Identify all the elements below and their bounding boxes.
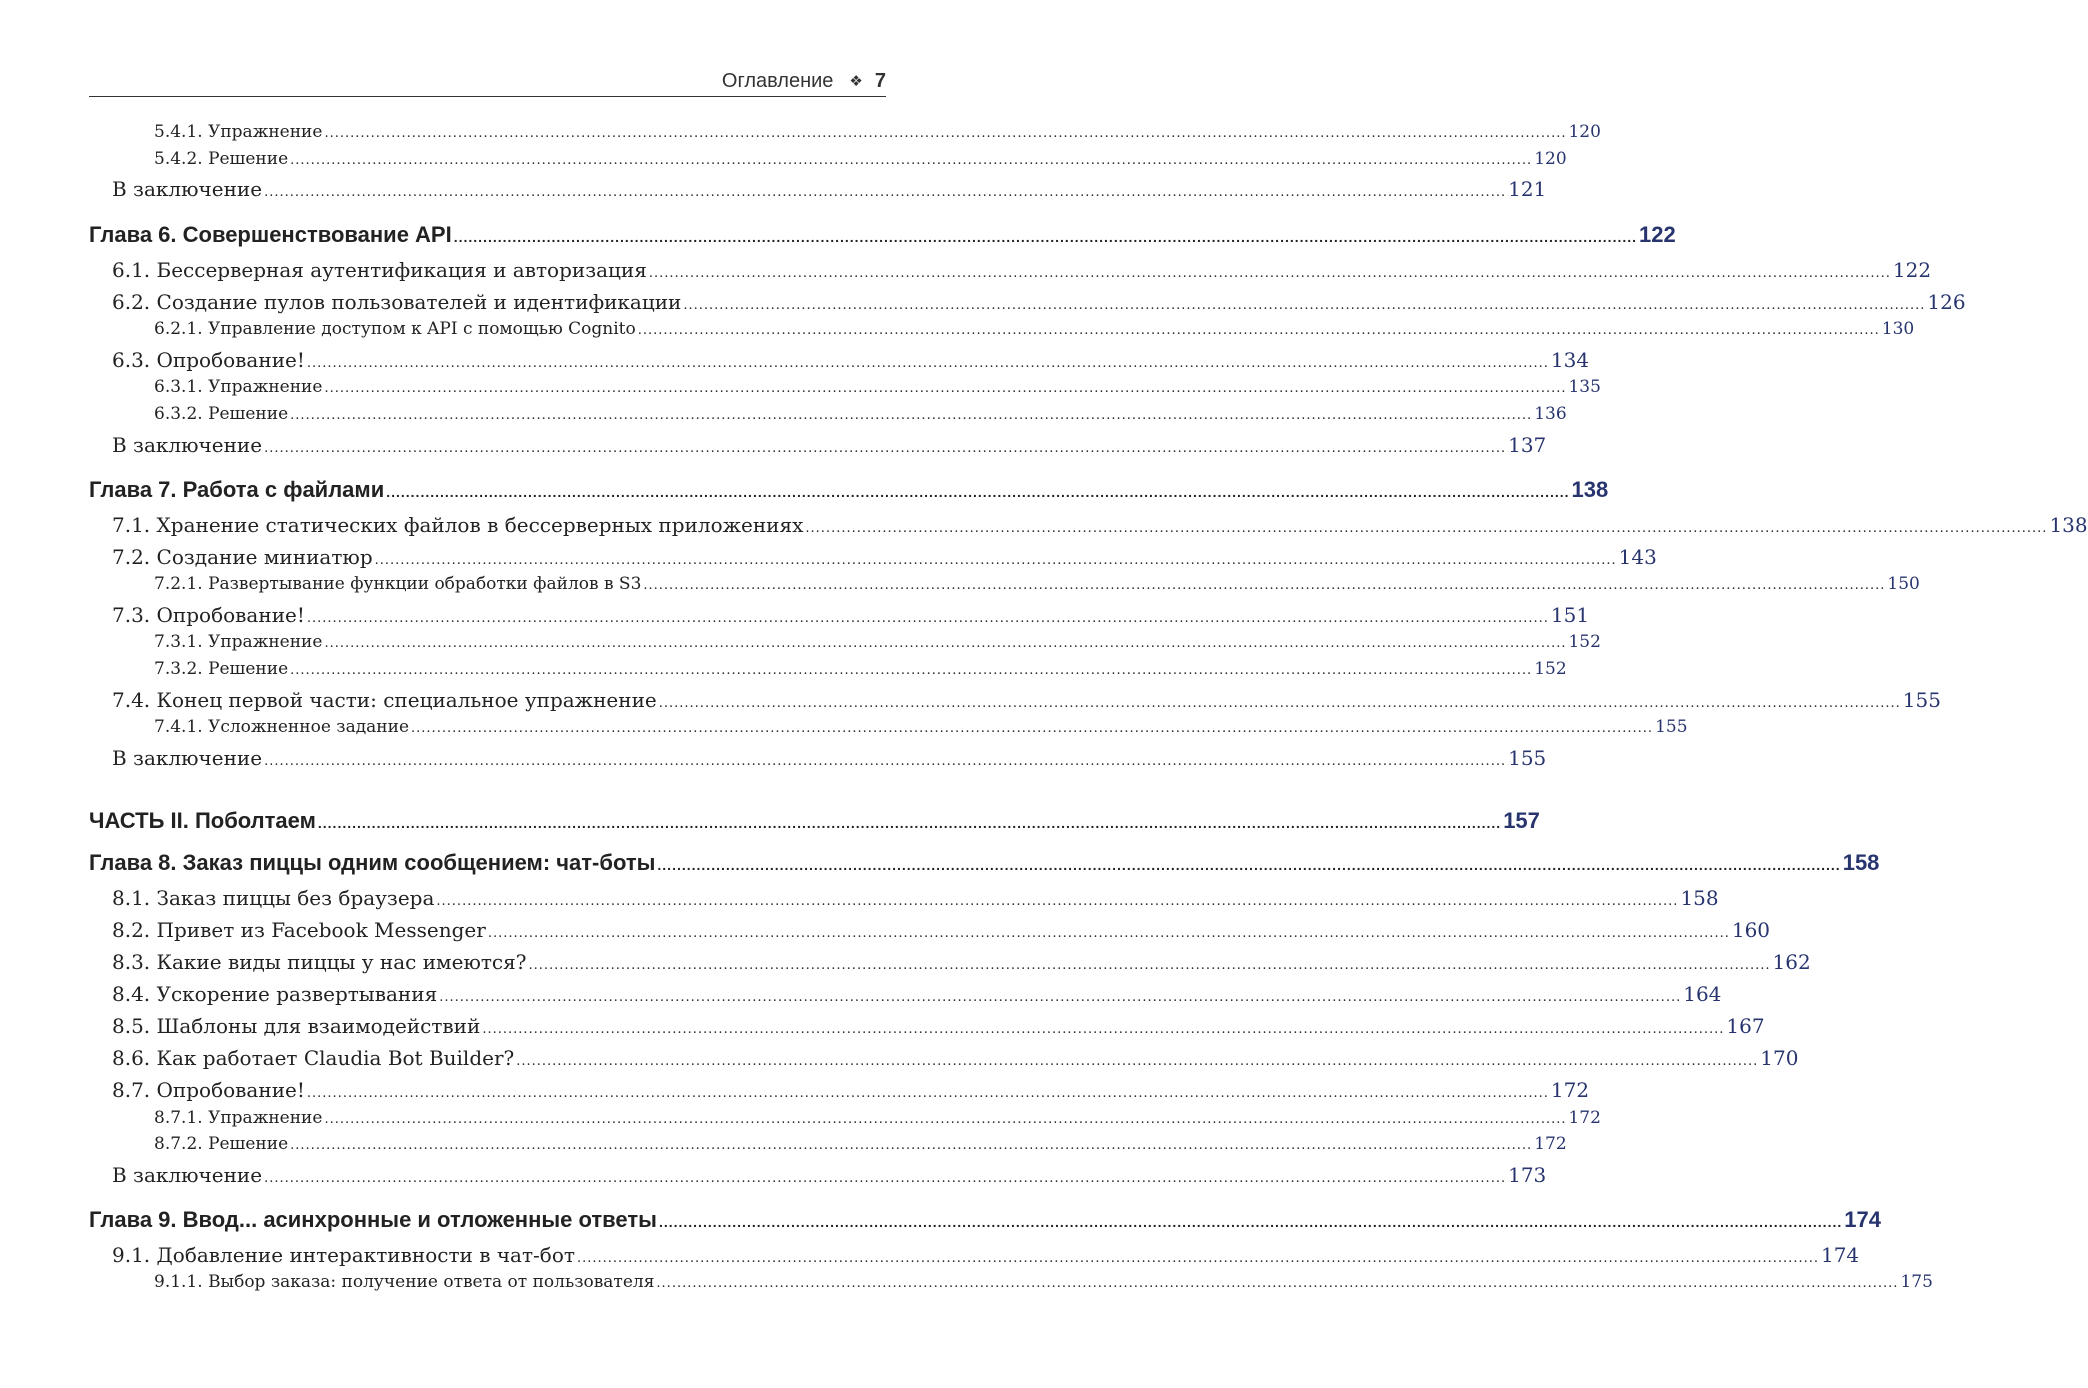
toc-entry-title: Глава 7. Работа с файлами — [89, 477, 385, 502]
toc-entry-title: 6.3.1. Упражнение — [154, 377, 323, 397]
toc-entry-title: В заключение — [112, 177, 263, 201]
dot-leader: .................................................................................................................................................................................................................................................. — [648, 266, 1891, 281]
dot-leader: .................................................................................................................................................................................................................................................. — [411, 721, 1654, 736]
dot-leader: .................................................................................................................................................................................................................................................. — [683, 298, 1926, 313]
toc-entry — [89, 603, 1590, 627]
toc-entry-page: 172 — [1534, 1134, 1567, 1154]
toc-entry-page: 143 — [1618, 545, 1657, 569]
toc-entry-page: 136 — [1534, 404, 1567, 424]
toc-entry-page: 170 — [1760, 1046, 1799, 1070]
toc-entry — [89, 177, 1547, 201]
dot-leader: .................................................................................................................................................................................................................................................. — [290, 1138, 1533, 1153]
toc-entry-page: 162 — [1772, 950, 1811, 974]
toc-entry-page: 155 — [1902, 688, 1941, 712]
dot-leader: .................................................................................................................................................................................................................................................. — [643, 578, 1886, 593]
toc-entry-page: 152 — [1534, 659, 1567, 679]
toc-entry-page: 120 — [1568, 122, 1601, 142]
toc-entry — [89, 122, 1601, 142]
toc-entry-title: 7.1. Хранение статических файлов в бессерверных приложениях — [112, 513, 804, 537]
dot-leader: .................................................................................................................................................................................................................................................. — [264, 441, 1507, 456]
toc-entry-page: 120 — [1534, 149, 1567, 169]
toc-entry — [89, 1272, 1933, 1292]
toc-entry — [89, 319, 1915, 339]
toc-entry-page: 158 — [1680, 886, 1719, 910]
toc-entry — [89, 1014, 1765, 1038]
toc-entry-page: 126 — [1927, 290, 1966, 314]
toc-entry-page: 155 — [1655, 717, 1688, 737]
dot-leader: .................................................................................................................................................................................................................................................. — [306, 356, 1549, 371]
dot-leader: .................................................................................................................................................................................................................................................. — [324, 1112, 1567, 1127]
toc-entry — [89, 513, 2088, 537]
toc-entry — [89, 886, 1719, 910]
toc-entry — [89, 632, 1601, 652]
toc-entry-page: 158 — [1842, 850, 1880, 875]
toc-entry-title: 7.3.1. Упражнение — [154, 632, 323, 652]
dot-leader: .................................................................................................................................................................................................................................................. — [317, 815, 1502, 831]
running-header — [89, 66, 886, 97]
dot-leader: .................................................................................................................................................................................................................................................. — [805, 521, 2048, 536]
dot-leader: .................................................................................................................................................................................................................................................. — [264, 185, 1507, 200]
dot-leader: .................................................................................................................................................................................................................................................. — [656, 1276, 1899, 1291]
toc-entry-page: 164 — [1683, 982, 1722, 1006]
toc-entry-page: 138 — [1571, 477, 1609, 502]
dot-leader: .................................................................................................................................................................................................................................................. — [658, 1214, 1843, 1230]
toc-entry-title: Глава 6. Совершенствование API — [89, 222, 452, 247]
dot-leader: .................................................................................................................................................................................................................................................. — [324, 381, 1567, 396]
dot-leader: .................................................................................................................................................................................................................................................. — [658, 696, 1901, 711]
dot-leader: .................................................................................................................................................................................................................................................. — [374, 553, 1617, 568]
dot-leader: .................................................................................................................................................................................................................................................. — [324, 636, 1567, 651]
toc-entry-page: 152 — [1568, 632, 1601, 652]
ornament-icon: ❖ — [849, 73, 863, 90]
toc-entry — [89, 950, 1811, 974]
toc-entry-page: 130 — [1881, 319, 1915, 339]
page-number: 7 — [874, 69, 886, 92]
toc-entry-title: 6.3. Опробование! — [112, 348, 305, 372]
toc-entry — [89, 659, 1567, 679]
toc-entry-title: 8.6. Как работает Claudia Bot Builder? — [112, 1046, 515, 1070]
dot-leader: .................................................................................................................................................................................................................................................. — [528, 958, 1771, 973]
toc-entry-page: 135 — [1568, 377, 1601, 397]
running-header-title: Оглавление — [721, 69, 834, 92]
dot-leader: .................................................................................................................................................................................................................................................. — [264, 754, 1507, 769]
toc-entry — [89, 717, 1688, 737]
toc-entry-page: 137 — [1508, 433, 1547, 457]
toc-entry-title: ЧАСТЬ II. Поболтаем — [89, 808, 316, 833]
dot-leader: .................................................................................................................................................................................................................................................. — [487, 926, 1730, 941]
toc-chapter-entry — [89, 477, 1609, 503]
toc-entry-title: 7.4. Конец первой части: специальное упражнение — [112, 688, 657, 712]
toc-entry-page: 172 — [1550, 1078, 1590, 1102]
dot-leader: .................................................................................................................................................................................................................................................. — [436, 894, 1679, 909]
dot-leader: .................................................................................................................................................................................................................................................. — [306, 1086, 1549, 1101]
dot-leader: .................................................................................................................................................................................................................................................. — [576, 1251, 1819, 1266]
toc-entry-title: 8.7.2. Решение — [154, 1134, 289, 1154]
dot-leader: .................................................................................................................................................................................................................................................. — [306, 611, 1549, 626]
toc-entry-title: 9.1.1. Выбор заказа: получение ответа от пользователя — [154, 1272, 655, 1292]
toc-entry-title: 8.2. Привет из Facebook Messenger — [112, 918, 486, 942]
toc-entry-title: 7.3. Опробование! — [112, 603, 305, 627]
toc-entry-title: 6.1. Бессерверная аутентификация и авторизация — [112, 258, 647, 282]
toc-entry — [89, 918, 1771, 942]
toc-entry-title: 8.5. Шаблоны для взаимодействий — [112, 1014, 481, 1038]
toc-entry — [89, 149, 1567, 169]
toc-entry-title: 8.7.1. Упражнение — [154, 1108, 323, 1128]
toc-entry-page: 174 — [1844, 1207, 1881, 1232]
toc-entry-title: 8.7. Опробование! — [112, 1078, 305, 1102]
toc-entry — [89, 433, 1547, 457]
toc-entry-title: 6.2. Создание пулов пользователей и идентификации — [112, 290, 682, 314]
toc-entry-title: 7.2. Создание миниатюр — [112, 545, 373, 569]
toc-entry-title: 6.3.2. Решение — [154, 404, 289, 424]
toc-entry-page: 151 — [1550, 603, 1590, 627]
toc-entry-title: Глава 8. Заказ пиццы одним сообщением: чат-боты — [89, 850, 656, 875]
toc-entry-page: 174 — [1820, 1243, 1860, 1267]
toc-entry — [89, 982, 1722, 1006]
toc-chapter-entry — [89, 808, 1540, 834]
toc-entry-title: 9.1. Добавление интерактивности в чат-бот — [112, 1243, 575, 1267]
toc-entry-title: 8.1. Заказ пиццы без браузера — [112, 886, 435, 910]
dot-leader: .................................................................................................................................................................................................................................................. — [637, 323, 1880, 338]
dot-leader: .................................................................................................................................................................................................................................................. — [290, 663, 1533, 678]
dot-leader: .................................................................................................................................................................................................................................................. — [290, 408, 1533, 423]
toc-entry-title: В заключение — [112, 433, 263, 457]
toc-entry — [89, 290, 1966, 314]
toc-entry-title: 7.3.2. Решение — [154, 659, 289, 679]
toc-entry-title: 8.4. Ускорение развертывания — [112, 982, 438, 1006]
toc-entry — [89, 574, 1920, 594]
toc-entry — [89, 688, 1941, 712]
toc-chapter-entry — [89, 850, 1880, 876]
dot-leader: .................................................................................................................................................................................................................................................. — [439, 990, 1682, 1005]
toc-entry-title: В заключение — [112, 746, 263, 770]
toc-entry-title: Глава 9. Ввод... асинхронные и отложенные ответы — [89, 1207, 657, 1232]
dot-leader: .................................................................................................................................................................................................................................................. — [453, 229, 1638, 245]
toc-entry — [89, 1108, 1601, 1128]
toc-entry — [89, 1046, 1799, 1070]
toc-entry — [89, 1134, 1567, 1154]
toc-entry-page: 172 — [1568, 1108, 1601, 1128]
dot-leader: .................................................................................................................................................................................................................................................. — [264, 1171, 1507, 1186]
toc-entry-page: 122 — [1639, 222, 1676, 247]
toc-entry-title: 6.2.1. Управление доступом к API с помощью Cognito — [154, 319, 636, 339]
toc-entry-page: 155 — [1508, 746, 1547, 770]
toc-entry-page: 167 — [1726, 1014, 1765, 1038]
dot-leader: .................................................................................................................................................................................................................................................. — [657, 857, 1841, 873]
toc-entry — [89, 545, 1657, 569]
toc-entry-page: 134 — [1550, 348, 1590, 372]
toc-chapter-entry — [89, 222, 1676, 248]
toc-entry-title: 7.4.1. Усложненное задание — [154, 717, 410, 737]
dot-leader: .................................................................................................................................................................................................................................................. — [482, 1022, 1725, 1037]
dot-leader: .................................................................................................................................................................................................................................................. — [386, 484, 1570, 500]
toc-entry-page: 160 — [1731, 918, 1771, 942]
toc-entry-page: 173 — [1508, 1163, 1547, 1187]
toc-entry — [89, 746, 1547, 770]
toc-entry — [89, 377, 1601, 397]
toc-entry-page: 175 — [1900, 1272, 1933, 1292]
toc-entry — [89, 1163, 1547, 1187]
toc-entry-title: В заключение — [112, 1163, 263, 1187]
toc-entry — [89, 1243, 1860, 1267]
toc-entry-title: 5.4.1. Упражнение — [154, 122, 323, 142]
dot-leader: .................................................................................................................................................................................................................................................. — [516, 1054, 1759, 1069]
toc-entry-page: 138 — [2049, 513, 2088, 537]
toc-entry-title: 7.2.1. Развертывание функции обработки файлов в S3 — [154, 574, 642, 594]
dot-leader: .................................................................................................................................................................................................................................................. — [290, 153, 1533, 168]
toc-entry-page: 157 — [1503, 808, 1540, 833]
dot-leader: .................................................................................................................................................................................................................................................. — [324, 126, 1567, 141]
toc-entry-page: 122 — [1892, 258, 1932, 282]
toc-entry — [89, 258, 1932, 282]
toc-entry — [89, 348, 1590, 372]
toc-entry-page: 150 — [1887, 574, 1920, 594]
toc-entry-page: 121 — [1508, 177, 1547, 201]
toc-entry — [89, 1078, 1590, 1102]
toc-entry-title: 5.4.2. Решение — [154, 149, 289, 169]
toc-chapter-entry — [89, 1207, 1881, 1233]
toc-entry — [89, 404, 1567, 424]
toc-entry-title: 8.3. Какие виды пиццы у нас имеются? — [112, 950, 527, 974]
